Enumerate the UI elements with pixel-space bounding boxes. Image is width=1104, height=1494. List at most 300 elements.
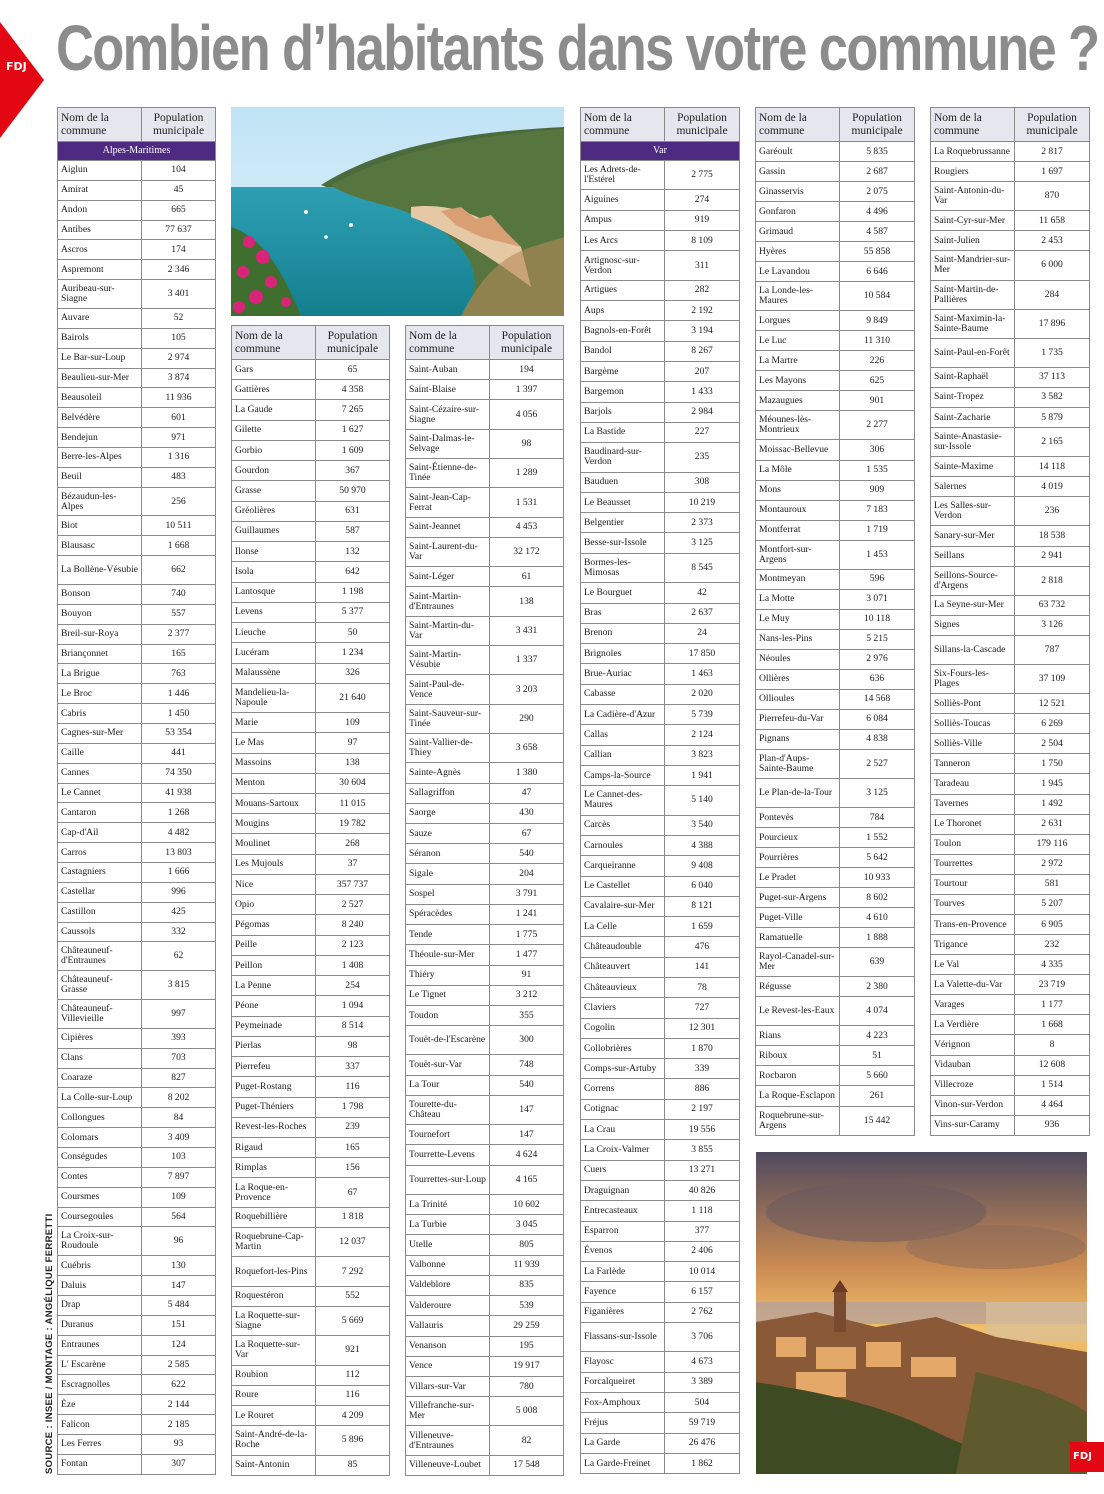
- commune-population: 3 071: [840, 589, 915, 609]
- commune-population: 4 165: [490, 1165, 564, 1194]
- commune-name: Saint-Paul-en-Forêt: [931, 338, 1015, 367]
- commune-name: Bargème: [581, 361, 665, 381]
- commune-population: 37 109: [1015, 665, 1090, 694]
- table-row: [931, 526, 1090, 546]
- table-row: [756, 311, 915, 331]
- commune-name: Néoules: [756, 649, 840, 669]
- table-row: [406, 803, 564, 823]
- commune-population: 11 936: [142, 388, 216, 408]
- table-row: [232, 1077, 390, 1097]
- commune-population: 1 453: [840, 540, 915, 569]
- table-row: [581, 1323, 740, 1352]
- table-row: [931, 1035, 1090, 1055]
- table-row: [581, 786, 740, 815]
- column-header-name: Nom de la commune: [232, 326, 316, 360]
- table-row: [756, 162, 915, 182]
- commune-name: Auvare: [58, 308, 142, 328]
- commune-name: Le Cannet-des-Maures: [581, 786, 665, 815]
- commune-population: 290: [490, 704, 564, 733]
- table-row: [931, 694, 1090, 714]
- commune-population: 5 896: [316, 1426, 390, 1455]
- commune-population: 2 020: [665, 684, 740, 704]
- commune-name: Puget-Rostang: [232, 1077, 316, 1097]
- commune-population: 8 602: [840, 888, 915, 908]
- commune-population: 1 668: [142, 536, 216, 556]
- commune-name: Vinon-sur-Verdon: [931, 1095, 1015, 1115]
- table-row: [931, 854, 1090, 874]
- commune-name: Contes: [58, 1167, 142, 1187]
- fdj-corner-logo: [1070, 1442, 1104, 1472]
- commune-population: 1 289: [490, 459, 564, 488]
- table-row: [406, 1194, 564, 1214]
- commune-name: Roquestéron: [232, 1286, 316, 1306]
- table-row: [232, 481, 390, 501]
- table-row: [232, 582, 390, 602]
- commune-name: La Crau: [581, 1120, 665, 1140]
- commune-name: Roubion: [232, 1365, 316, 1385]
- commune-name: Fréjus: [581, 1413, 665, 1433]
- commune-name: Toulon: [931, 834, 1015, 854]
- commune-population: 5 207: [1015, 894, 1090, 914]
- commune-name: Artigues: [581, 280, 665, 300]
- column-header-name: Nom de la commune: [756, 108, 840, 142]
- commune-name: Caussols: [58, 922, 142, 942]
- commune-population: 1 234: [316, 643, 390, 663]
- commune-name: Ascros: [58, 240, 142, 260]
- commune-population: 7 897: [142, 1167, 216, 1187]
- commune-name: La Roque-Esclapon: [756, 1086, 840, 1106]
- table-row: [931, 1055, 1090, 1075]
- commune-population: 1 941: [665, 765, 740, 785]
- commune-name: Châteauneuf-Villevieille: [58, 1000, 142, 1029]
- commune-population: 1 697: [1015, 162, 1090, 182]
- commune-name: Castillon: [58, 902, 142, 922]
- commune-name: Mouans-Sartoux: [232, 794, 316, 814]
- table-row: [58, 200, 216, 220]
- commune-population: 377: [665, 1221, 740, 1241]
- table-row: [581, 382, 740, 402]
- table-row: [232, 1178, 390, 1207]
- table-row: [58, 763, 216, 783]
- commune-name: Tournefort: [406, 1125, 490, 1145]
- commune-population: 308: [665, 472, 740, 492]
- commune-population: 2 527: [840, 749, 915, 778]
- table-row: [756, 331, 915, 351]
- table-row: [581, 1241, 740, 1261]
- table-row: [58, 1355, 216, 1375]
- commune-population: 300: [490, 1026, 564, 1055]
- table-row: [931, 1015, 1090, 1035]
- table-row: [931, 309, 1090, 338]
- table-row: [581, 644, 740, 664]
- commune-name: Tourves: [931, 894, 1015, 914]
- commune-name: Carcès: [581, 815, 665, 835]
- commune-population: 5 669: [316, 1306, 390, 1335]
- commune-name: Cabasse: [581, 684, 665, 704]
- table-row: [581, 321, 740, 341]
- table-row: [406, 1376, 564, 1396]
- table-row: [232, 461, 390, 481]
- commune-name: Évenos: [581, 1241, 665, 1261]
- table-row: [58, 684, 216, 704]
- commune-population: 622: [142, 1375, 216, 1395]
- table-row: [581, 1302, 740, 1322]
- commune-name: Méounes-lès-Montrieux: [756, 411, 840, 440]
- commune-population: 3 401: [142, 280, 216, 309]
- commune-population: 85: [316, 1455, 390, 1475]
- commune-name: Pontevès: [756, 808, 840, 828]
- table-row: [756, 589, 915, 609]
- table-row: [581, 492, 740, 512]
- table-row: [756, 500, 915, 520]
- commune-name: Trigance: [931, 935, 1015, 955]
- commune-name: Vence: [406, 1356, 490, 1376]
- commune-population: 268: [316, 834, 390, 854]
- commune-name: Gassin: [756, 162, 840, 182]
- commune-name: Artignosc-sur-Verdon: [581, 251, 665, 280]
- commune-population: 97: [316, 733, 390, 753]
- commune-population: 239: [316, 1117, 390, 1137]
- commune-name: Collongues: [58, 1108, 142, 1128]
- commune-population: 65: [316, 360, 390, 380]
- table-row: [931, 665, 1090, 694]
- region-label: Var: [581, 142, 740, 161]
- table-row: [406, 1336, 564, 1356]
- table-row: [756, 609, 915, 629]
- table-row: [406, 1075, 564, 1095]
- table-header-row: [931, 108, 1090, 142]
- table-row: [232, 713, 390, 733]
- table-row: [58, 803, 216, 823]
- commune-population: 4 388: [665, 835, 740, 855]
- commune-name: Gourdon: [232, 461, 316, 481]
- commune-name: Bargemon: [581, 382, 665, 402]
- commune-population: 5 739: [665, 704, 740, 724]
- table-row: [581, 1393, 740, 1413]
- commune-name: Bagnols-en-Forêt: [581, 321, 665, 341]
- table-row: [406, 360, 564, 380]
- table-row: [406, 734, 564, 763]
- table-row: [931, 774, 1090, 794]
- commune-name: Bauduen: [581, 472, 665, 492]
- commune-population: 78: [665, 977, 740, 997]
- table-row: [232, 1455, 390, 1475]
- table-row: [756, 669, 915, 689]
- commune-name: Mougins: [232, 814, 316, 834]
- commune-name: Les Arcs: [581, 231, 665, 251]
- commune-population: 45: [142, 180, 216, 200]
- commune-population: 50 970: [316, 481, 390, 501]
- commune-name: Sainte-Anastasie-sur-Issole: [931, 428, 1015, 457]
- commune-name: L' Escarène: [58, 1355, 142, 1375]
- commune-name: Le Plan-de-la-Tour: [756, 779, 840, 808]
- table-row: [58, 1415, 216, 1435]
- commune-population: 1 719: [840, 520, 915, 540]
- commune-population: 1 477: [490, 945, 564, 965]
- commune-population: 2 631: [1015, 814, 1090, 834]
- table-row: [232, 380, 390, 400]
- table-row: [756, 997, 915, 1026]
- commune-name: Roquebillière: [232, 1207, 316, 1227]
- commune-name: Coursmes: [58, 1187, 142, 1207]
- commune-name: Saint-Martin-Vésubie: [406, 646, 490, 675]
- table-row: [931, 477, 1090, 497]
- table-row: [232, 794, 390, 814]
- commune-population: 367: [316, 461, 390, 481]
- commune-name: Peille: [232, 935, 316, 955]
- table-row: [232, 996, 390, 1016]
- table-row: [58, 724, 216, 744]
- commune-name: La Garde: [581, 1433, 665, 1453]
- commune-name: Fontan: [58, 1454, 142, 1474]
- table-row: [232, 1138, 390, 1158]
- column-header-population: Population municipale: [665, 108, 740, 142]
- commune-population: 780: [490, 1376, 564, 1396]
- commune-name: Baudinard-sur-Verdon: [581, 443, 665, 472]
- commune-population: 52: [142, 308, 216, 328]
- commune-population: 3 126: [1015, 615, 1090, 635]
- commune-name: Solliès-Pont: [931, 694, 1015, 714]
- commune-population: 10 118: [840, 609, 915, 629]
- table-row: [756, 480, 915, 500]
- commune-population: 587: [316, 521, 390, 541]
- table-row: [58, 1000, 216, 1029]
- commune-name: Peillon: [232, 955, 316, 975]
- commune-name: Coursegoules: [58, 1207, 142, 1227]
- commune-name: Salernes: [931, 477, 1015, 497]
- commune-name: Beuil: [58, 467, 142, 487]
- commune-population: 703: [142, 1048, 216, 1068]
- commune-name: Caille: [58, 743, 142, 763]
- commune-name: Toudon: [406, 1005, 490, 1025]
- commune-population: 2 527: [316, 895, 390, 915]
- table-row: [232, 773, 390, 793]
- commune-population: 1 397: [490, 380, 564, 400]
- table-row: [406, 1426, 564, 1455]
- commune-name: Valbonne: [406, 1255, 490, 1275]
- commune-name: Sospel: [406, 884, 490, 904]
- column-header-population: Population municipale: [490, 326, 564, 360]
- commune-population: 3 409: [142, 1128, 216, 1148]
- table-row: [232, 915, 390, 935]
- commune-population: 3 658: [490, 734, 564, 763]
- commune-name: Le Beausset: [581, 492, 665, 512]
- commune-name: Taradeau: [931, 774, 1015, 794]
- commune-name: Figanières: [581, 1302, 665, 1322]
- table-row: [756, 242, 915, 262]
- commune-population: 4 838: [840, 729, 915, 749]
- commune-name: Sainte-Maxime: [931, 457, 1015, 477]
- table-row: [406, 1125, 564, 1145]
- table-header-row: [58, 108, 216, 142]
- commune-name: Le Rouret: [232, 1406, 316, 1426]
- commune-population: 5 377: [316, 602, 390, 622]
- commune-population: 2 504: [1015, 734, 1090, 754]
- table-row: [232, 854, 390, 874]
- commune-name: Saint-Martin-de-Pallières: [931, 280, 1015, 309]
- commune-table-2: [231, 325, 390, 1476]
- commune-population: 3 431: [490, 616, 564, 645]
- table-row: [931, 615, 1090, 635]
- table-row: [581, 684, 740, 704]
- commune-population: 236: [1015, 497, 1090, 526]
- table-row: [58, 1315, 216, 1335]
- column-header-name: Nom de la commune: [406, 326, 490, 360]
- table-row: [581, 513, 740, 533]
- table-row: [581, 341, 740, 361]
- table-row: [581, 422, 740, 442]
- commune-name: Le Lavandou: [756, 262, 840, 282]
- commune-population: 1 463: [665, 664, 740, 684]
- commune-population: 2 976: [840, 649, 915, 669]
- commune-population: 1 198: [316, 582, 390, 602]
- table-row: [931, 338, 1090, 367]
- table-row: [756, 262, 915, 282]
- commune-name: Brenon: [581, 623, 665, 643]
- commune-population: 116: [316, 1385, 390, 1405]
- table-row: [58, 368, 216, 388]
- commune-name: Les Mujouls: [232, 854, 316, 874]
- commune-name: Bouyon: [58, 604, 142, 624]
- table-row: [581, 725, 740, 745]
- commune-population: 2 941: [1015, 546, 1090, 566]
- table-row: [581, 583, 740, 603]
- table-row: [756, 142, 915, 162]
- table-row: [406, 1275, 564, 1295]
- commune-name: Utelle: [406, 1235, 490, 1255]
- commune-name: La Penne: [232, 976, 316, 996]
- commune-population: 98: [316, 1036, 390, 1056]
- commune-name: Bendejun: [58, 428, 142, 448]
- table-row: [406, 1356, 564, 1376]
- table-row: [931, 834, 1090, 854]
- table-row: [756, 202, 915, 222]
- table-row: [232, 1257, 390, 1286]
- table-row: [581, 1201, 740, 1221]
- table-row: [581, 1099, 740, 1119]
- commune-population: 1 945: [1015, 774, 1090, 794]
- table-row: [232, 976, 390, 996]
- commune-population: 6 157: [665, 1282, 740, 1302]
- table-row: [581, 1160, 740, 1180]
- commune-population: 91: [490, 965, 564, 985]
- table-row: [756, 440, 915, 460]
- commune-name: Drap: [58, 1295, 142, 1315]
- commune-name: Saint-Martin-d'Entraunes: [406, 587, 490, 616]
- table-row: [406, 864, 564, 884]
- commune-population: 2 124: [665, 725, 740, 745]
- table-row: [58, 743, 216, 763]
- commune-population: 1 775: [490, 925, 564, 945]
- commune-population: 2 817: [1015, 142, 1090, 162]
- table-row: [756, 371, 915, 391]
- table-row: [58, 1028, 216, 1048]
- commune-name: Les Adrets-de-l'Estérel: [581, 161, 665, 190]
- commune-population: 4 496: [840, 202, 915, 222]
- commune-name: Séranon: [406, 844, 490, 864]
- commune-name: Grasse: [232, 481, 316, 501]
- table-row: [756, 709, 915, 729]
- commune-name: Touët-de-l'Escarène: [406, 1026, 490, 1055]
- commune-name: Callas: [581, 725, 665, 745]
- commune-population: 1 659: [665, 917, 740, 937]
- table-row: [581, 765, 740, 785]
- table-row: [58, 902, 216, 922]
- commune-population: 557: [142, 604, 216, 624]
- commune-population: 1 492: [1015, 794, 1090, 814]
- commune-name: Guillaumes: [232, 521, 316, 541]
- commune-name: Massoins: [232, 753, 316, 773]
- commune-name: La Roque-en-Provence: [232, 1178, 316, 1207]
- commune-name: Saint-Auban: [406, 360, 490, 380]
- table-row: [232, 501, 390, 521]
- table-row: [232, 623, 390, 643]
- commune-population: 1 888: [840, 928, 915, 948]
- commune-name: Flassans-sur-Issole: [581, 1323, 665, 1352]
- commune-name: Tanneron: [931, 754, 1015, 774]
- commune-population: 82: [490, 1426, 564, 1455]
- commune-name: Rayol-Canadel-sur-Mer: [756, 948, 840, 977]
- table-row: [58, 308, 216, 328]
- table-row: [58, 328, 216, 348]
- commune-name: Saint-Jean-Cap-Ferrat: [406, 488, 490, 517]
- commune-name: Nice: [232, 874, 316, 894]
- table-row: [232, 1406, 390, 1426]
- village-sunset-photo: [756, 1152, 1087, 1474]
- commune-name: Bézaudun-les-Alpes: [58, 487, 142, 516]
- commune-population: 339: [665, 1059, 740, 1079]
- commune-name: Valdeblore: [406, 1275, 490, 1295]
- table-row: [58, 1167, 216, 1187]
- commune-name: Saint-Paul-de-Vence: [406, 675, 490, 704]
- commune-name: Sallagriffon: [406, 783, 490, 803]
- table-row: [756, 689, 915, 709]
- commune-population: 61: [490, 567, 564, 587]
- commune-population: 997: [142, 1000, 216, 1029]
- table-row: [232, 1036, 390, 1056]
- table-row: [232, 1117, 390, 1137]
- commune-name: Carros: [58, 843, 142, 863]
- table-row: [756, 540, 915, 569]
- commune-name: Nans-les-Pins: [756, 629, 840, 649]
- commune-name: La Roquette-sur-Var: [232, 1336, 316, 1365]
- commune-population: 476: [665, 937, 740, 957]
- table-row: [58, 240, 216, 260]
- commune-name: Pignans: [756, 729, 840, 749]
- table-row: [58, 260, 216, 280]
- table-row: [756, 1066, 915, 1086]
- table-row: [232, 1306, 390, 1335]
- commune-population: 8 545: [665, 553, 740, 582]
- table-row: [756, 888, 915, 908]
- commune-population: 3 791: [490, 884, 564, 904]
- commune-population: 138: [316, 753, 390, 773]
- commune-population: 151: [142, 1315, 216, 1335]
- commune-name: Revest-les-Roches: [232, 1117, 316, 1137]
- commune-population: 639: [840, 948, 915, 977]
- commune-population: 17 896: [1015, 309, 1090, 338]
- commune-name: Cavalaire-sur-Mer: [581, 896, 665, 916]
- table-row: [232, 400, 390, 420]
- commune-name: Biot: [58, 516, 142, 536]
- commune-population: 740: [142, 585, 216, 605]
- commune-population: 1 818: [316, 1207, 390, 1227]
- commune-population: 130: [142, 1256, 216, 1276]
- table-row: [581, 1018, 740, 1038]
- commune-name: Auribeau-sur-Siagne: [58, 280, 142, 309]
- commune-population: 12 521: [1015, 694, 1090, 714]
- commune-name: Conségudes: [58, 1148, 142, 1168]
